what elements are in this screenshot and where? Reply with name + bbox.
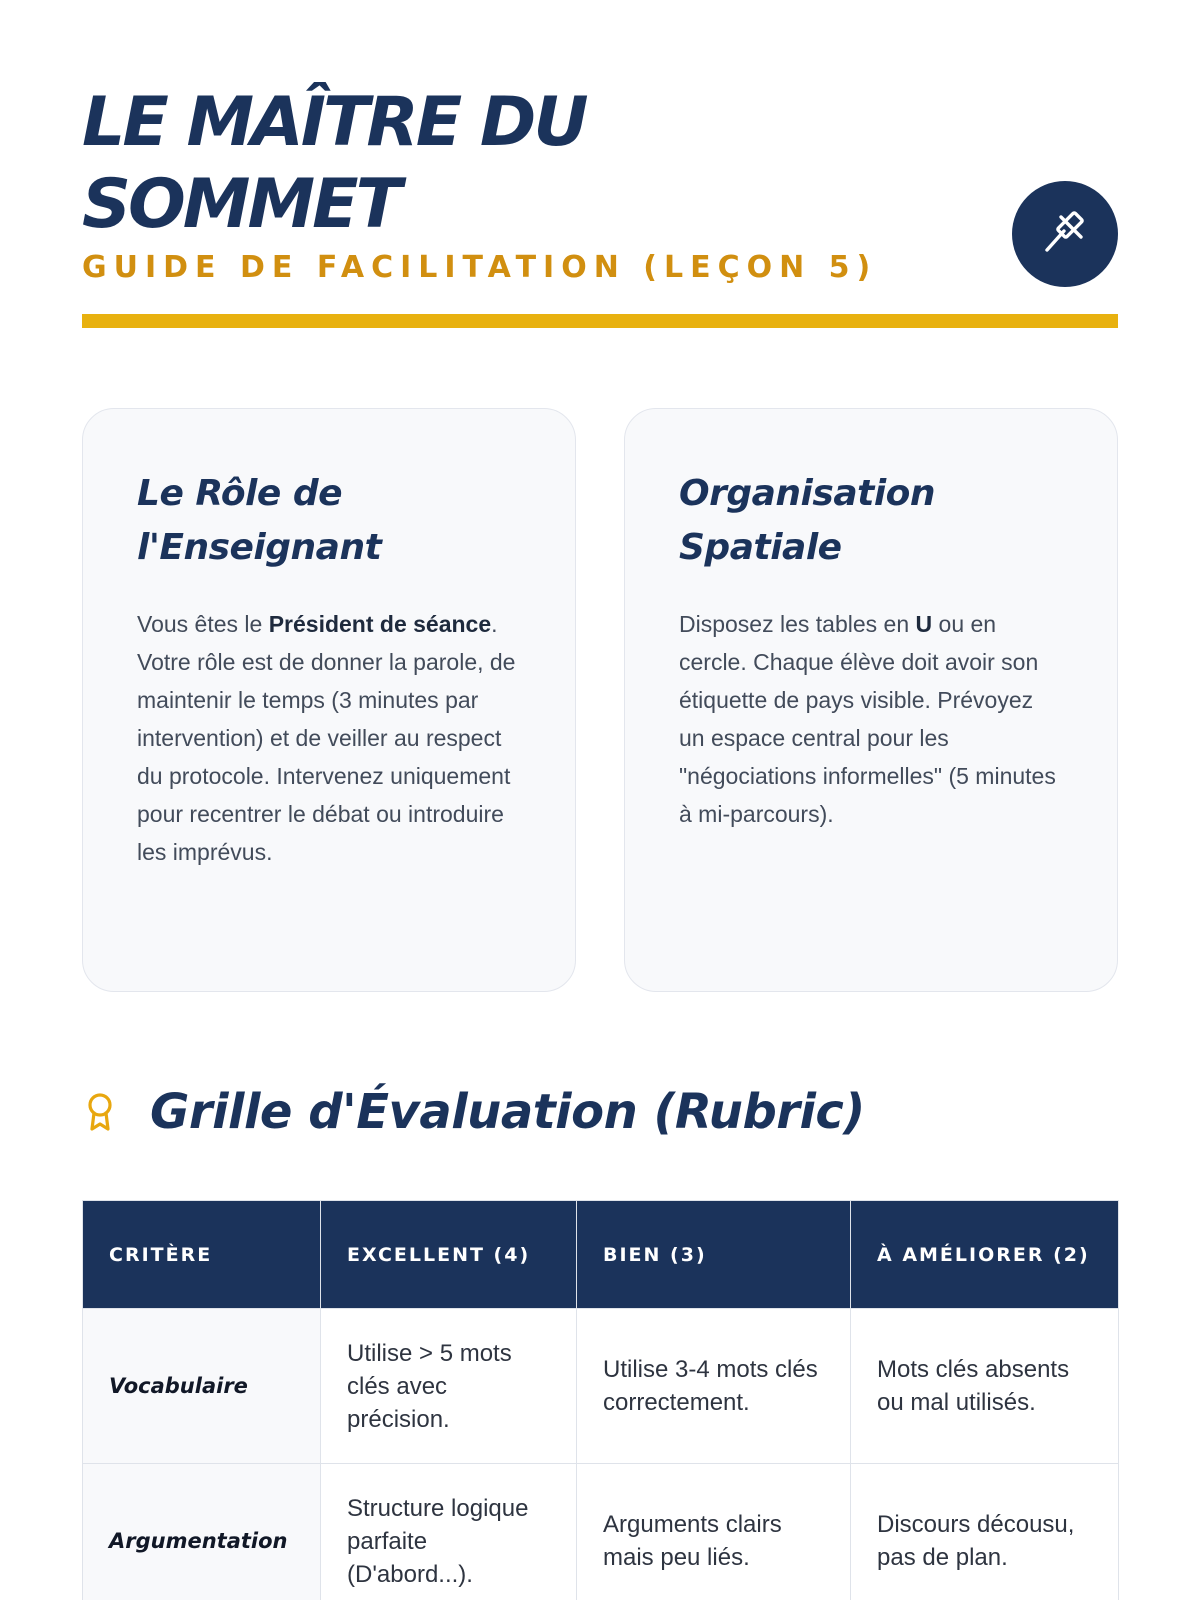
table-row bbox=[83, 1464, 1119, 1600]
column-header-criterion: CRITÈRE bbox=[83, 1201, 321, 1309]
table-cell: Discours décousu, pas de plan. bbox=[851, 1464, 1119, 1600]
column-header-improve: À AMÉLIORER (2) bbox=[851, 1201, 1119, 1309]
card-text bbox=[679, 605, 1063, 833]
rubric-title: Grille d'Évaluation (Rubric) bbox=[150, 1084, 865, 1140]
table-header-row bbox=[83, 1201, 1119, 1309]
rubric-table bbox=[82, 1200, 1119, 1600]
rubric-section bbox=[82, 1080, 1118, 1600]
card-spatial-organisation bbox=[624, 408, 1118, 992]
criterion-cell: Vocabulaire bbox=[83, 1309, 321, 1464]
table-row bbox=[83, 1309, 1119, 1464]
card-text-part: . Votre rôle est de donner la parole, de maintenir le temps (3 minutes par intervention) et de veiller au respect du protocole. Intervenez uniquement pour recentrer le débat ou introduire les imprévus. bbox=[137, 611, 516, 865]
table-cell: Utilise 3-4 mots clés correctement. bbox=[577, 1309, 851, 1464]
card-text-part: Disposez les tables en bbox=[679, 611, 916, 637]
card-text-emphasis: U bbox=[915, 611, 933, 637]
gavel-badge bbox=[1012, 181, 1118, 287]
card-teacher-role bbox=[82, 408, 576, 992]
document-title: LE MAÎTRE DU SOMMET bbox=[82, 83, 586, 244]
column-header-excellent: EXCELLENT (4) bbox=[321, 1201, 577, 1309]
header-divider bbox=[82, 314, 1118, 328]
card-text-emphasis: Président de séance bbox=[268, 611, 492, 637]
gavel-icon bbox=[1040, 209, 1090, 259]
info-cards bbox=[82, 408, 1118, 992]
table-cell: Structure logique parfaite (D'abord...). bbox=[321, 1464, 577, 1600]
card-text-part: Vous êtes le bbox=[137, 611, 269, 637]
rubric-heading bbox=[82, 1080, 1118, 1144]
column-header-good: BIEN (3) bbox=[577, 1201, 851, 1309]
table-cell: Utilise > 5 mots clés avec précision. bbox=[321, 1309, 577, 1464]
card-text-part: ou en cercle. Chaque élève doit avoir son étiquette de pays visible. Prévoyez un espace central pour les "négociations informelles" (5 minutes à mi-parcours). bbox=[679, 611, 1056, 827]
card-title: Le Rôle de l'Enseignant bbox=[137, 473, 382, 568]
card-text bbox=[137, 605, 521, 871]
card-title: Organisation Spatiale bbox=[679, 473, 936, 568]
document-subtitle: GUIDE DE FACILITATION (LEÇON 5) bbox=[82, 250, 878, 285]
table-cell: Mots clés absents ou mal utilisés. bbox=[851, 1309, 1119, 1464]
table-cell: Arguments clairs mais peu liés. bbox=[577, 1464, 851, 1600]
document-header bbox=[82, 0, 1118, 328]
award-icon bbox=[84, 1092, 116, 1132]
criterion-cell: Argumentation bbox=[83, 1464, 321, 1600]
